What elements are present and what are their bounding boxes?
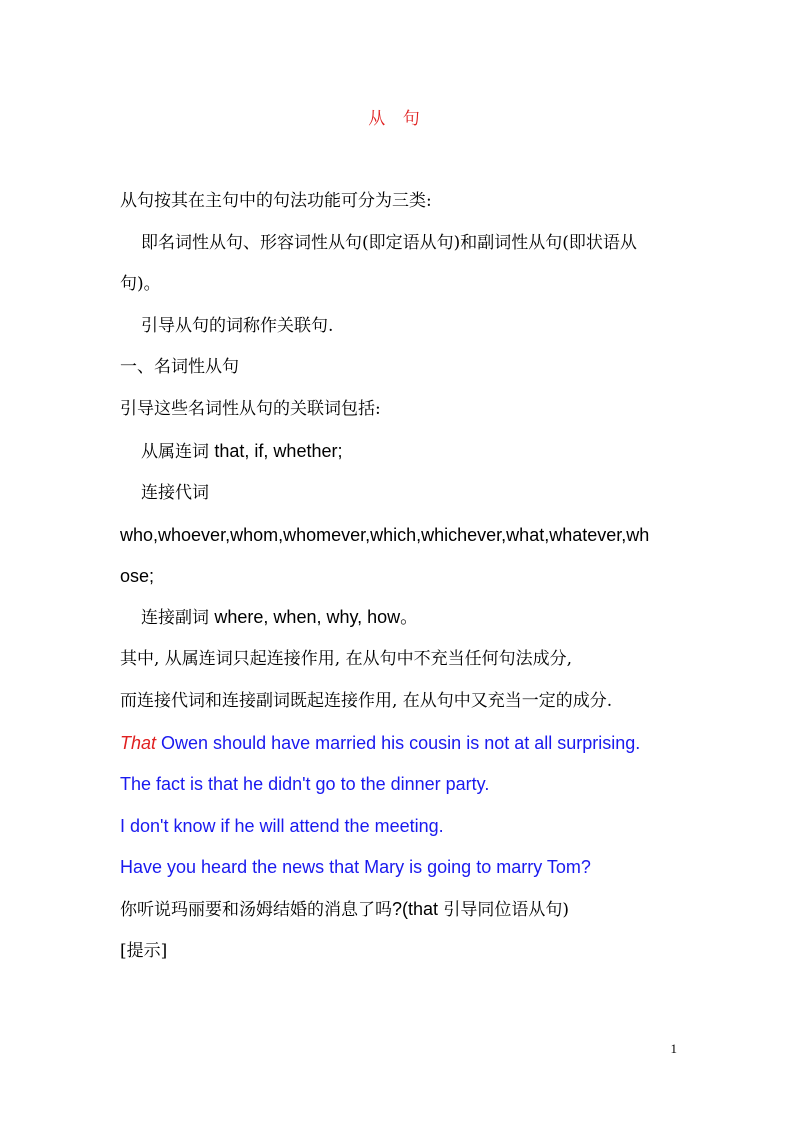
subordinators-label: 从属连词	[141, 442, 209, 462]
subordinators-line	[141, 439, 342, 464]
note-line-2: 而连接代词和连接副词既起连接作用, 在从句中又充当一定的成分.	[120, 691, 613, 711]
example-4-translation-text: 你听说玛丽要和汤姆结婚的消息了吗	[120, 900, 392, 920]
intro-line-2: 即名词性从句、形容词性从句(即定语从句)和副词性从句(即状语从	[141, 233, 637, 253]
intro-line-1: 从句按其在主句中的句法功能可分为三类:	[120, 191, 432, 211]
example-4: Have you heard the news that Mary is going to marry Tom?	[120, 857, 591, 877]
example-3: I don't know if he will attend the meeting.	[120, 816, 444, 836]
conj-adverbs-line	[141, 605, 418, 630]
conj-pronouns-words-2: ose;	[120, 566, 155, 586]
example-1-highlight: That	[120, 733, 157, 753]
page-number: 1	[670, 1041, 677, 1056]
example-2: The fact is that he didn't go to the dinner party.	[120, 774, 490, 794]
conj-adverbs-label: 连接副词	[141, 608, 209, 628]
section-heading: 一、名词性从句	[120, 357, 239, 377]
hint-label: [提示]	[120, 941, 168, 961]
example-4-translation-note: 引导同位语从句)	[438, 900, 570, 920]
document-title: 从 句	[368, 109, 426, 129]
example-1	[120, 731, 640, 755]
example-4-translation	[120, 897, 569, 922]
conj-pronouns-label: 连接代词	[141, 483, 209, 503]
intro-line-4: 引导从句的词称作关联句.	[141, 316, 334, 336]
conj-adverbs-words: where, when, why, how。	[214, 607, 419, 627]
intro-line-3: 句)。	[120, 274, 161, 294]
example-1-rest: Owen should have married his cousin is not at all surprising.	[156, 733, 641, 753]
example-4-translation-en: ?(that	[392, 899, 439, 919]
subordinators-words: that, if, whether;	[214, 441, 343, 461]
conj-pronouns-words-1: who,whoever,whom,whomever,which,whichever,what,whatever,wh	[120, 525, 650, 545]
note-line-1: 其中, 从属连词只起连接作用, 在从句中不充当任何句法成分,	[120, 649, 573, 669]
section-lead: 引导这些名词性从句的关联词包括:	[120, 399, 381, 419]
